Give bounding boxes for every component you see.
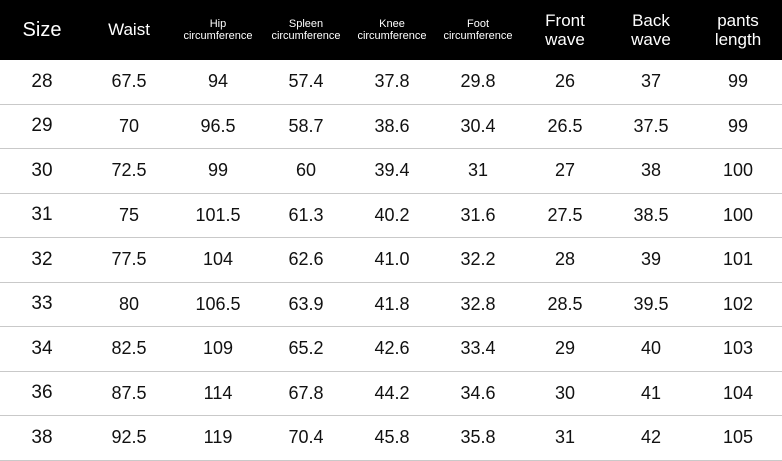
table-row (0, 282, 782, 327)
cell-knee: 41.8 (350, 282, 434, 327)
cell-foot: 32.2 (434, 238, 522, 283)
cell-size: 38 (0, 416, 84, 461)
cell-waist: 80 (84, 282, 174, 327)
cell-waist: 75 (84, 193, 174, 238)
table-header-row (0, 0, 782, 60)
cell-spleen: 61.3 (262, 193, 350, 238)
table-header (0, 0, 782, 60)
cell-front-wave: 30 (522, 371, 608, 416)
cell-size: 30 (0, 149, 84, 194)
column-header-back-wave-line2: wave (631, 30, 671, 49)
cell-waist: 70 (84, 104, 174, 149)
cell-spleen: 67.8 (262, 371, 350, 416)
cell-back-wave: 37 (608, 60, 694, 104)
cell-front-wave: 27 (522, 149, 608, 194)
cell-spleen: 70.4 (262, 416, 350, 461)
cell-hip: 94 (174, 60, 262, 104)
table-row (0, 238, 782, 283)
cell-hip: 106.5 (174, 282, 262, 327)
column-header-pants-length-line1: pants (717, 10, 759, 30)
column-header-front-wave (522, 0, 608, 60)
cell-front-wave: 26 (522, 60, 608, 104)
column-header-foot-line2: circumference (443, 30, 513, 42)
cell-waist: 72.5 (84, 149, 174, 194)
cell-foot: 29.8 (434, 60, 522, 104)
cell-front-wave: 27.5 (522, 193, 608, 238)
cell-foot: 35.8 (434, 416, 522, 461)
cell-pants-length: 100 (694, 149, 782, 194)
cell-hip: 114 (174, 371, 262, 416)
cell-pants-length: 99 (694, 104, 782, 149)
cell-knee: 41.0 (350, 238, 434, 283)
table-body (0, 60, 782, 460)
cell-spleen: 65.2 (262, 327, 350, 372)
column-header-size-line1: Size (22, 18, 62, 41)
table-row (0, 371, 782, 416)
cell-front-wave: 29 (522, 327, 608, 372)
cell-back-wave: 38 (608, 149, 694, 194)
cell-hip: 96.5 (174, 104, 262, 149)
table-row (0, 193, 782, 238)
cell-spleen: 62.6 (262, 238, 350, 283)
column-header-front-wave-line1: Front (545, 10, 585, 30)
cell-waist: 87.5 (84, 371, 174, 416)
cell-front-wave: 26.5 (522, 104, 608, 149)
cell-knee: 39.4 (350, 149, 434, 194)
cell-hip: 104 (174, 238, 262, 283)
cell-foot: 33.4 (434, 327, 522, 372)
table-row (0, 60, 782, 104)
cell-spleen: 60 (262, 149, 350, 194)
cell-waist: 77.5 (84, 238, 174, 283)
table-row (0, 416, 782, 461)
cell-knee: 37.8 (350, 60, 434, 104)
cell-size: 31 (0, 193, 84, 238)
cell-pants-length: 105 (694, 416, 782, 461)
cell-size: 32 (0, 238, 84, 283)
column-header-spleen-line1: Spleen (288, 17, 324, 30)
column-header-pants-length (694, 0, 782, 60)
column-header-spleen-line2: circumference (271, 30, 341, 42)
cell-foot: 32.8 (434, 282, 522, 327)
column-header-spleen-circumference (262, 0, 350, 60)
cell-spleen: 57.4 (262, 60, 350, 104)
table-row (0, 327, 782, 372)
table-row (0, 149, 782, 194)
cell-back-wave: 39.5 (608, 282, 694, 327)
column-header-foot-circumference (434, 0, 522, 60)
cell-pants-length: 103 (694, 327, 782, 372)
column-header-hip-line2: circumference (183, 30, 253, 42)
column-header-hip-circumference (174, 0, 262, 60)
cell-knee: 44.2 (350, 371, 434, 416)
column-header-pants-length-line2: length (714, 30, 762, 49)
cell-spleen: 63.9 (262, 282, 350, 327)
cell-size: 36 (0, 371, 84, 416)
column-header-back-wave (608, 0, 694, 60)
cell-back-wave: 38.5 (608, 193, 694, 238)
cell-waist: 67.5 (84, 60, 174, 104)
cell-size: 33 (0, 282, 84, 327)
cell-size: 28 (0, 60, 84, 104)
cell-pants-length: 100 (694, 193, 782, 238)
cell-pants-length: 104 (694, 371, 782, 416)
column-header-waist-line1: Waist (108, 20, 150, 40)
cell-hip: 99 (174, 149, 262, 194)
column-header-knee-line1: Knee (379, 17, 405, 30)
cell-size: 34 (0, 327, 84, 372)
cell-front-wave: 31 (522, 416, 608, 461)
cell-waist: 92.5 (84, 416, 174, 461)
column-header-knee-circumference (350, 0, 434, 60)
cell-pants-length: 99 (694, 60, 782, 104)
column-header-size (0, 0, 84, 60)
cell-spleen: 58.7 (262, 104, 350, 149)
cell-front-wave: 28.5 (522, 282, 608, 327)
cell-knee: 45.8 (350, 416, 434, 461)
cell-back-wave: 41 (608, 371, 694, 416)
column-header-hip-line1: Hip (209, 17, 227, 30)
cell-waist: 82.5 (84, 327, 174, 372)
cell-hip: 109 (174, 327, 262, 372)
cell-back-wave: 39 (608, 238, 694, 283)
column-header-knee-line2: circumference (357, 30, 427, 42)
cell-foot: 31 (434, 149, 522, 194)
cell-back-wave: 40 (608, 327, 694, 372)
cell-foot: 34.6 (434, 371, 522, 416)
column-header-back-wave-line1: Back (632, 10, 670, 30)
cell-knee: 38.6 (350, 104, 434, 149)
cell-hip: 119 (174, 416, 262, 461)
column-header-front-wave-line2: wave (545, 30, 585, 49)
cell-foot: 30.4 (434, 104, 522, 149)
cell-front-wave: 28 (522, 238, 608, 283)
cell-back-wave: 37.5 (608, 104, 694, 149)
cell-foot: 31.6 (434, 193, 522, 238)
column-header-foot-line1: Foot (466, 17, 489, 30)
cell-knee: 40.2 (350, 193, 434, 238)
column-header-waist (84, 0, 174, 60)
cell-back-wave: 42 (608, 416, 694, 461)
cell-pants-length: 101 (694, 238, 782, 283)
cell-hip: 101.5 (174, 193, 262, 238)
cell-knee: 42.6 (350, 327, 434, 372)
cell-pants-length: 102 (694, 282, 782, 327)
cell-size: 29 (0, 104, 84, 149)
table-row (0, 104, 782, 149)
